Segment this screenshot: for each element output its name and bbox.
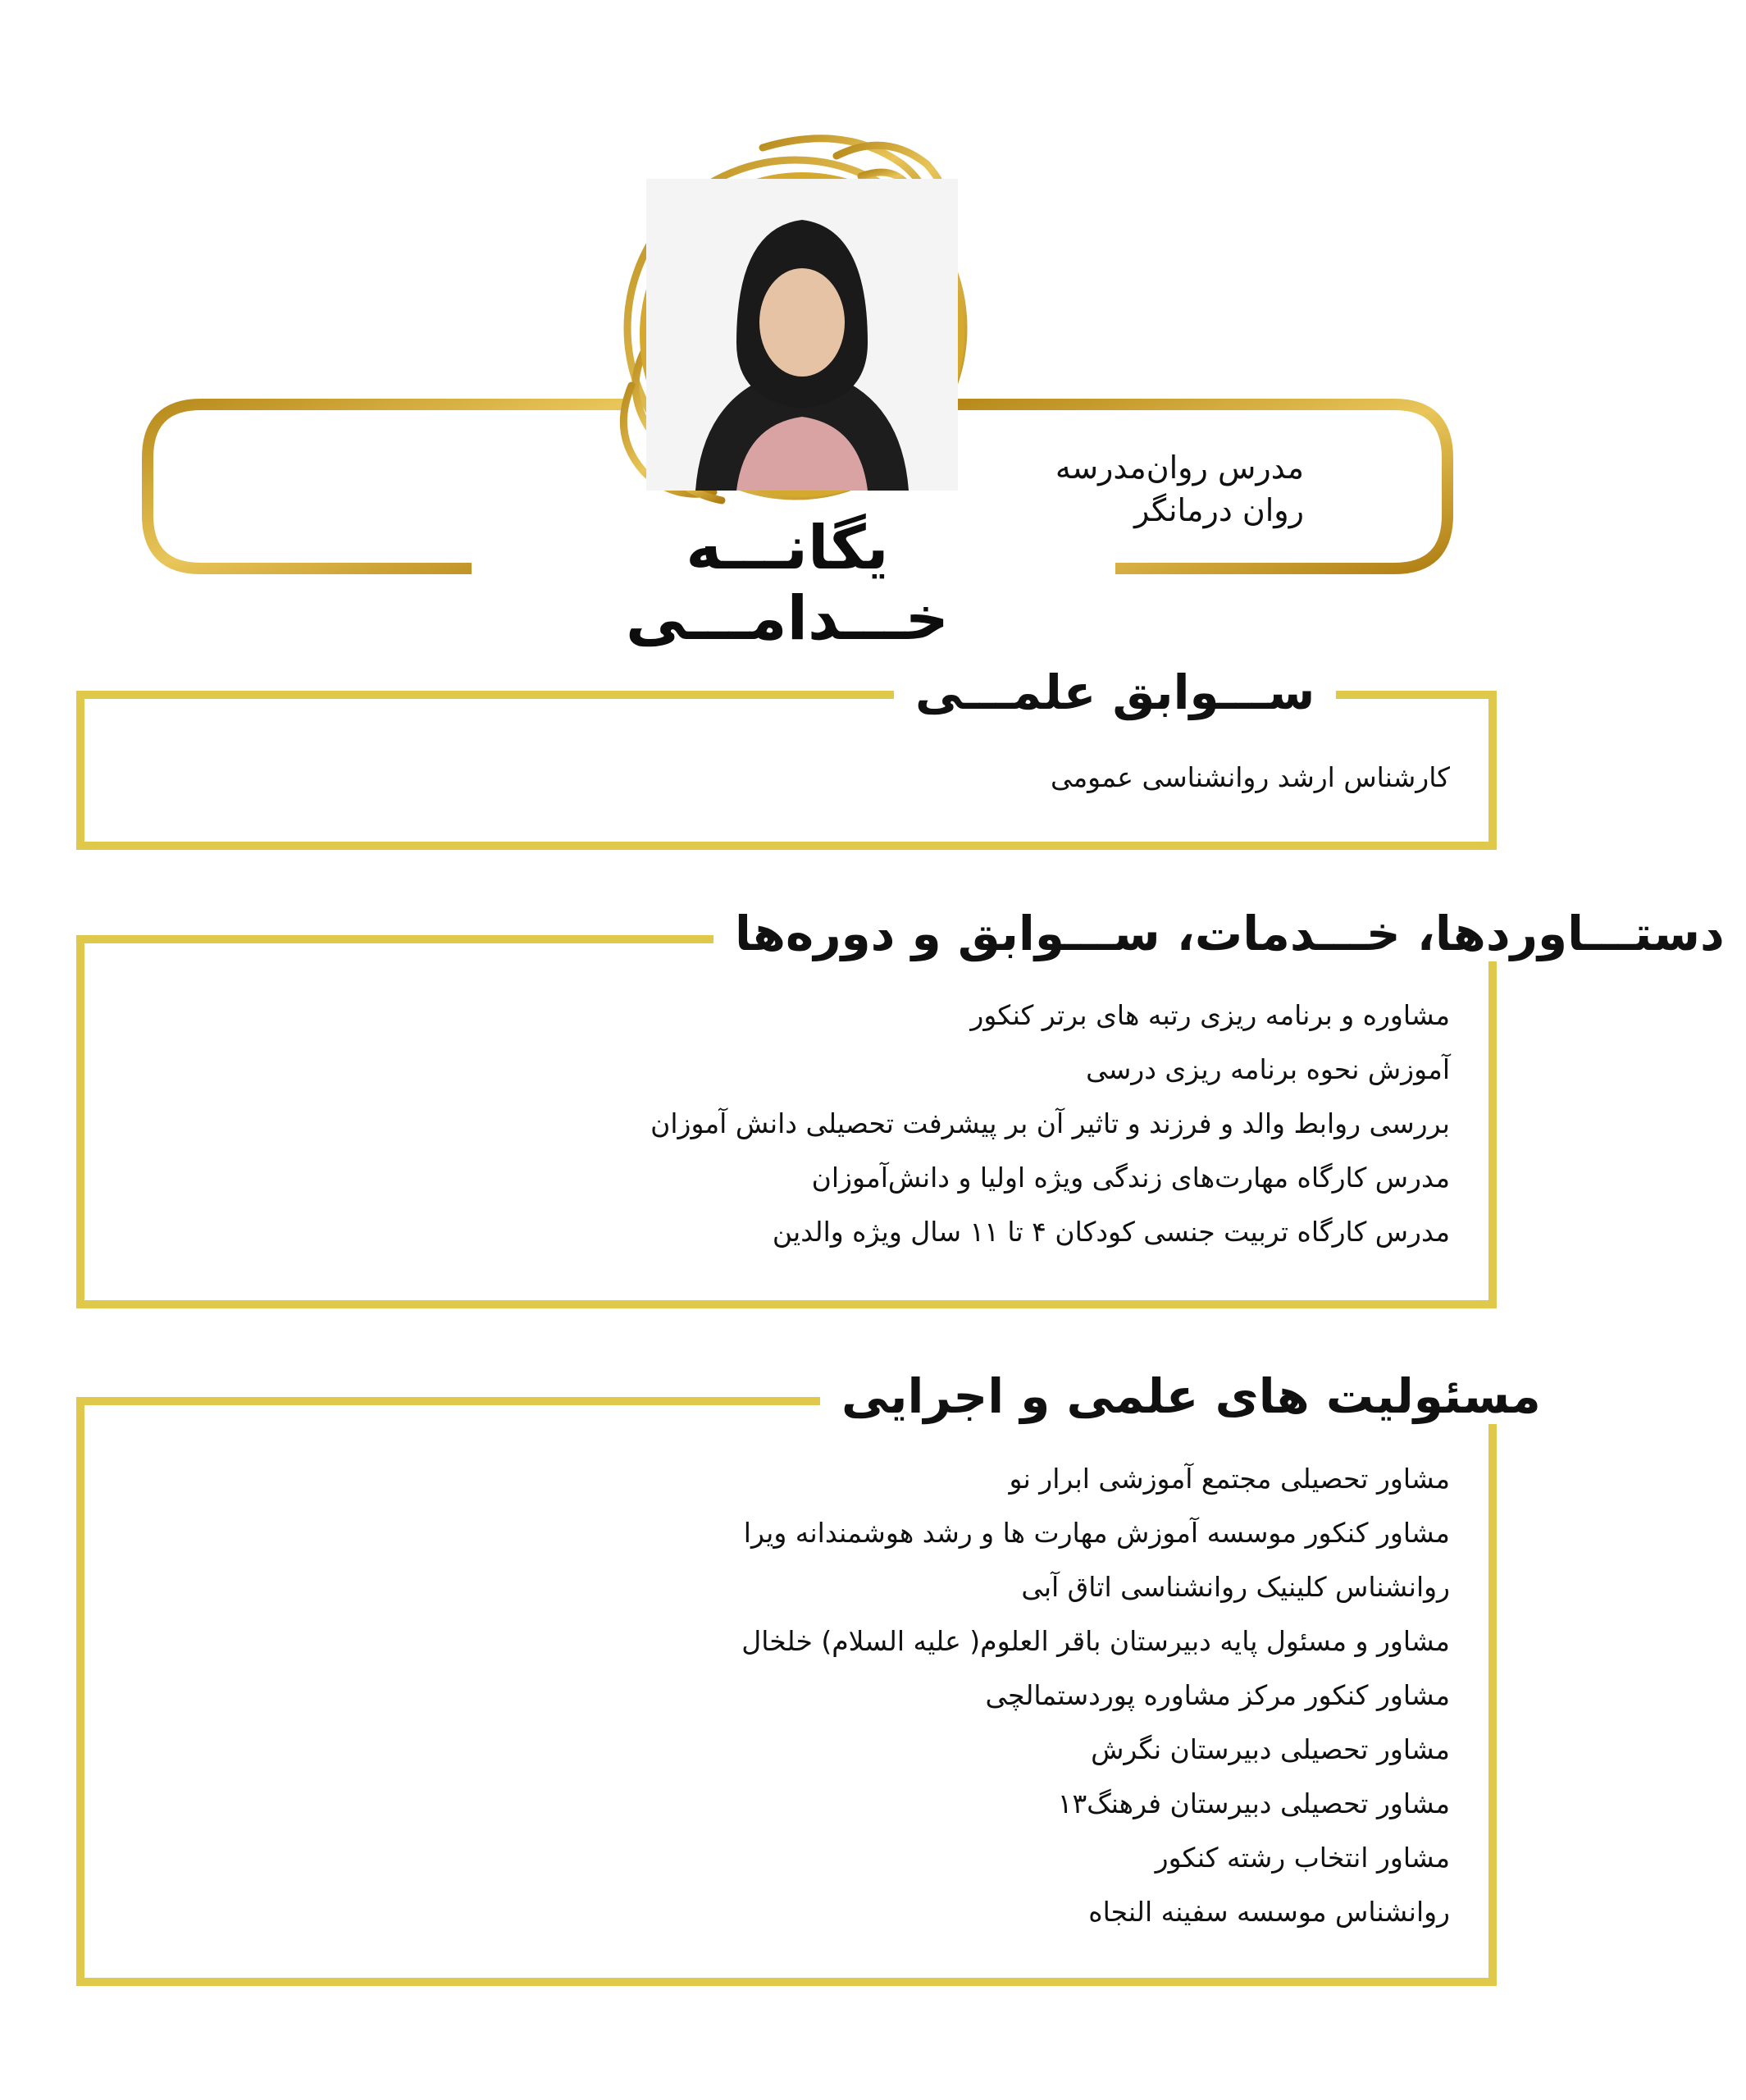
role-line-2: روان درمانگر (1134, 492, 1304, 528)
section-academic-title: ســـوابق علمـــی (894, 664, 1336, 720)
list-item: مشاور تحصیلی دبیرستان فرهنگ۱۳ (1057, 1787, 1450, 1819)
list-item: مشاور کنکور موسسه آموزش مهارت ها و رشد هوشمندانه ویرا (743, 1517, 1450, 1549)
list-item: کارشناس ارشد روانشناسی عمومی (1050, 761, 1450, 793)
list-item: مشاور انتخاب رشته کنکور (1155, 1842, 1450, 1874)
list-item: روانشناس کلینیک روانشناسی اتاق آبی (1021, 1571, 1450, 1603)
list-item: بررسی روابط والد و فرزند و تاثیر آن بر پیشرفت تحصیلی دانش آموزان (650, 1107, 1450, 1139)
list-item: مشاور کنکور مرکز مشاوره پوردستمالچی (985, 1679, 1450, 1711)
list-item: مشاوره و برنامه ریزی رتبه های برتر کنکور (970, 999, 1450, 1031)
section-achievements-title: دستـــاوردها، خـــدمات، ســـوابق و دوره‌ها (713, 906, 1746, 961)
list-item: مشاور تحصیلی مجتمع آموزشی ابرار نو (1009, 1463, 1450, 1495)
list-item: مشاور تحصیلی دبیرستان نگرش (1091, 1733, 1450, 1765)
section-responsibilities-title: مسئولیت های علمی و اجرایی (820, 1368, 1562, 1424)
person-photo-icon (646, 179, 958, 491)
list-item: آموزش نحوه برنامه ریزی درسی (1086, 1053, 1450, 1085)
list-item: مدرس کارگاه مهارت‌های زندگی ویژه اولیا و دانش‌آموزان (811, 1162, 1450, 1194)
list-item: روانشناس موسسه سفینه النجاه (1088, 1896, 1450, 1928)
list-item: مدرس کارگاه تربیت جنسی کودکان ۴ تا ۱۱ سال ویژه والدین (772, 1216, 1450, 1248)
section-academic-list (1051, 751, 1450, 805)
section-responsibilities-list (741, 1452, 1450, 1939)
profile-photo (640, 172, 964, 497)
list-item: مشاور و مسئول پایه دبیرستان باقر العلوم( علیه السلام) خلخال (741, 1625, 1450, 1657)
section-achievements-list (650, 988, 1450, 1259)
role-line-1: مدرس روان‌مدرسه (1055, 450, 1304, 486)
person-name: یگانـــه خـــدامـــی (626, 513, 949, 654)
